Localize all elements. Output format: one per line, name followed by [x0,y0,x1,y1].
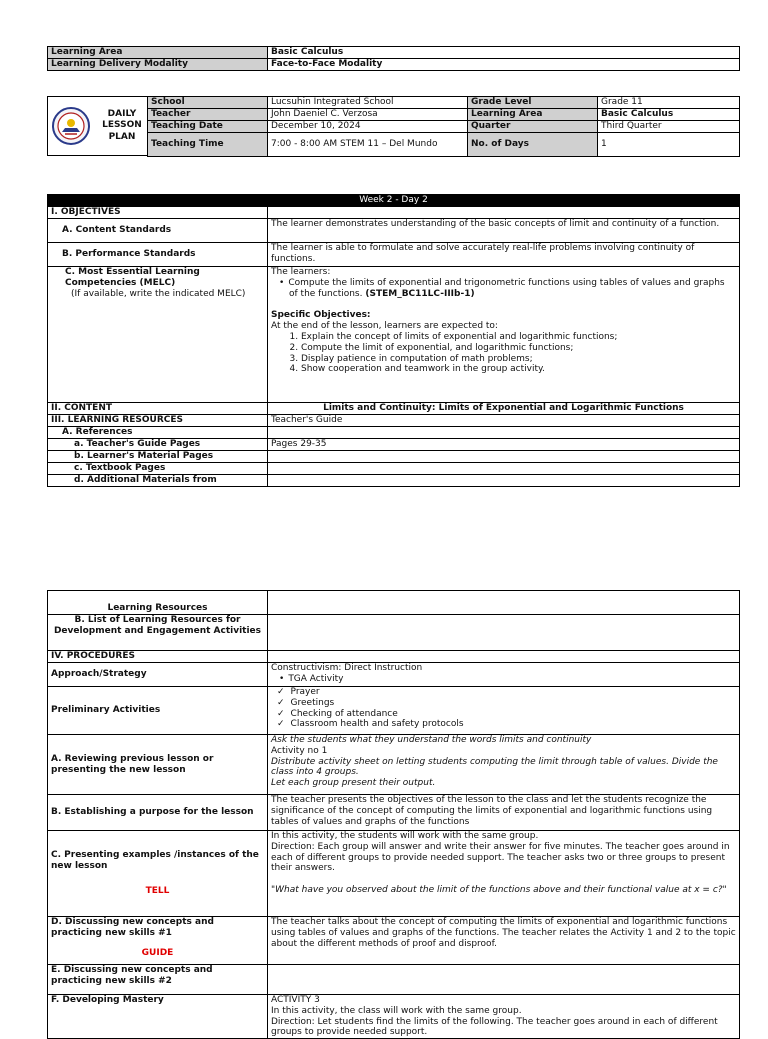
content-standards-label: A. Content Standards [48,219,268,243]
learning-area-label: Learning Area [48,47,268,59]
presenting-examples-content [268,831,740,917]
objectives-table [47,194,740,487]
grade-level-label: Grade Level [468,97,598,109]
content-standards-value: The learner demonstrates understanding of the basic concepts of limit and continuity of a function. [268,219,740,243]
days-label: No. of Days [468,133,598,157]
melc-note: (If available, write the indicated MELC) [71,288,246,299]
approach-line: Constructivism: Direct Instruction [271,663,423,673]
learning-resources-value: Teacher's Guide [268,415,740,427]
header-info-table [147,96,740,157]
teaching-time-value: 7:00 - 8:00 AM STEM 11 – Del Mundo [268,133,468,157]
references-label: A. References [48,427,268,439]
teaching-date-label: Teaching Date [148,121,268,133]
presenting-line: In this activity, the students will work with the same group. [271,831,539,841]
discussing-concepts-1-label: D. Discussing new concepts and practicing new skills #1 [51,917,214,938]
learning-area-value: Basic Calculus [268,47,740,59]
days-value: 1 [598,133,740,157]
procedures-table [47,590,740,1039]
objectives-section-label: I. OBJECTIVES [48,207,268,219]
reviewing-line: Activity no 1 [271,745,328,756]
teachers-guide-label: a. Teacher's Guide Pages [48,439,268,451]
discussing-concepts-1-cell [48,917,268,965]
teacher-label: Teacher [148,109,268,121]
reviewing-line: Let each group present their output. [271,778,436,789]
specific-objective-item: 1. Explain the concept of limits of exponential and logarithmic functions; [301,332,736,343]
specific-objectives-intro: At the end of the lesson, learners are expected to: [271,321,498,332]
top-info-table [47,46,740,71]
preliminary-item: ✓ Checking of attendance [289,709,736,720]
teaching-date-value: December 10, 2024 [268,121,468,133]
melc-intro: The learners: [271,267,331,277]
presenting-examples-cell [48,831,268,917]
quarter-label: Quarter [468,121,598,133]
approach-item: • TGA Activity [289,674,736,685]
melc-cell [48,267,268,403]
learning-area-label: Learning Area [468,109,598,121]
mastery-line: In this activity, the class will work with the same group. [271,1005,522,1016]
melc-item-text: Compute the limits of exponential and trigonometric functions using tables of values and graphs of the functions. [288,277,725,299]
approach-strategy-content [268,663,740,687]
melc-label: C. Most Essential Learning Competencies (MELC) [65,267,200,288]
teachers-guide-value: Pages 29-35 [268,439,740,451]
melc-item [289,278,736,300]
establishing-purpose-label: B. Establishing a purpose for the lesson [48,795,268,831]
modality-value: Face-to-Face Modality [268,59,740,71]
preliminary-activities-label: Preliminary Activities [48,687,268,735]
list-learning-resources-label: B. List of Learning Resources for Development and Engagement Activities [48,615,268,651]
dlp-title-line: PLAN [108,131,136,142]
modality-label: Learning Delivery Modality [48,59,268,71]
preliminary-item: ✓ Prayer [289,687,736,698]
mastery-line: ACTIVITY 3 [271,995,320,1005]
procedures-section-label: IV. PROCEDURES [48,651,268,663]
preliminary-activities-content [268,687,740,735]
school-label: School [148,97,268,109]
specific-objective-item: 3. Display patience in computation of math problems; [301,354,736,365]
school-value: Lucsuhin Integrated School [268,97,468,109]
week-day-header: Week 2 - Day 2 [48,195,740,207]
presenting-line: Direction: Each group will answer and write their answer for five minutes. The teacher goes around in each of different groups to provide needed support. The teacher asks two or three groups to present their answers. [271,841,730,874]
quarter-value: Third Quarter [598,121,740,133]
reviewing-lesson-content [268,735,740,795]
dlp-header-box [47,96,148,156]
reviewing-line: Distribute activity sheet on letting students computing the limit through table of values. Divide the class into 4 groups. [271,756,718,778]
reviewing-line: Ask the students what they understand the words limits and continuity [271,735,592,745]
specific-objectives-label: Specific Objectives: [271,310,371,321]
teacher-value: John Daeniel C. Verzosa [268,109,468,121]
establishing-purpose-content: The teacher presents the objectives of the lesson to the class and let the students recognize the significance of the concept of computing the limits of exponential and logarithmic functions using tables of values and graphs of the functions [268,795,740,831]
specific-objective-item: 2. Compute the limit of exponential, and logarithmic functions; [301,343,736,354]
discussing-concepts-1-content: The teacher talks about the concept of computing the limits of exponential and logarithmic functions using tables of values and graphs of the functions. The teacher relates the Activity 1 and 2 to the topic about the different methods of proof and disproof. [268,917,740,965]
performance-standards-value: The learner is able to formulate and solve accurately real-life problems involving continuity of functions. [268,243,740,267]
tell-tag: TELL [145,886,170,897]
presenting-line: "What have you observed about the limit of the functions above and their functional value at x = c?" [271,885,727,896]
discussing-concepts-2-label: E. Discussing new concepts and practicing new skills #2 [48,965,268,995]
mastery-line: Direction: Let students find the limits of the following. The teacher goes around in each of different groups to provide needed support. [271,1016,718,1038]
deped-seal-icon [51,106,91,146]
reviewing-lesson-label: A. Reviewing previous lesson or presenting the new lesson [48,735,268,795]
dlp-title-line: LESSON [102,120,142,131]
presenting-examples-label: C. Presenting examples /instances of the new lesson [51,849,259,871]
content-section-label: II. CONTENT [48,403,268,415]
teaching-time-label: Teaching Time [148,133,268,157]
textbook-pages-label: c. Textbook Pages [48,463,268,475]
additional-materials-label: d. Additional Materials from [48,475,268,487]
preliminary-item: ✓ Classroom health and safety protocols [289,719,736,730]
guide-tag: GUIDE [141,947,174,958]
approach-strategy-label: Approach/Strategy [48,663,268,687]
learning-resources-cont-label: Learning Resources [48,591,268,615]
grade-level-value: Grade 11 [598,97,740,109]
learners-material-label: b. Learner's Material Pages [48,451,268,463]
learning-resources-label: III. LEARNING RESOURCES [48,415,268,427]
melc-code: (STEM_BC11LC-IIIb-1) [365,288,475,299]
dlp-title [96,109,148,143]
specific-objective-item: 4. Show cooperation and teamwork in the group activity. [301,364,736,375]
content-section-value: Limits and Continuity: Limits of Exponential and Logarithmic Functions [268,403,740,415]
melc-content [268,267,740,403]
developing-mastery-label: F. Developing Mastery [48,995,268,1039]
developing-mastery-content [268,995,740,1039]
dlp-title-line: DAILY [107,109,137,119]
preliminary-item: ✓ Greetings [289,698,736,709]
learning-area-value: Basic Calculus [598,109,740,121]
performance-standards-label: B. Performance Standards [48,243,268,267]
